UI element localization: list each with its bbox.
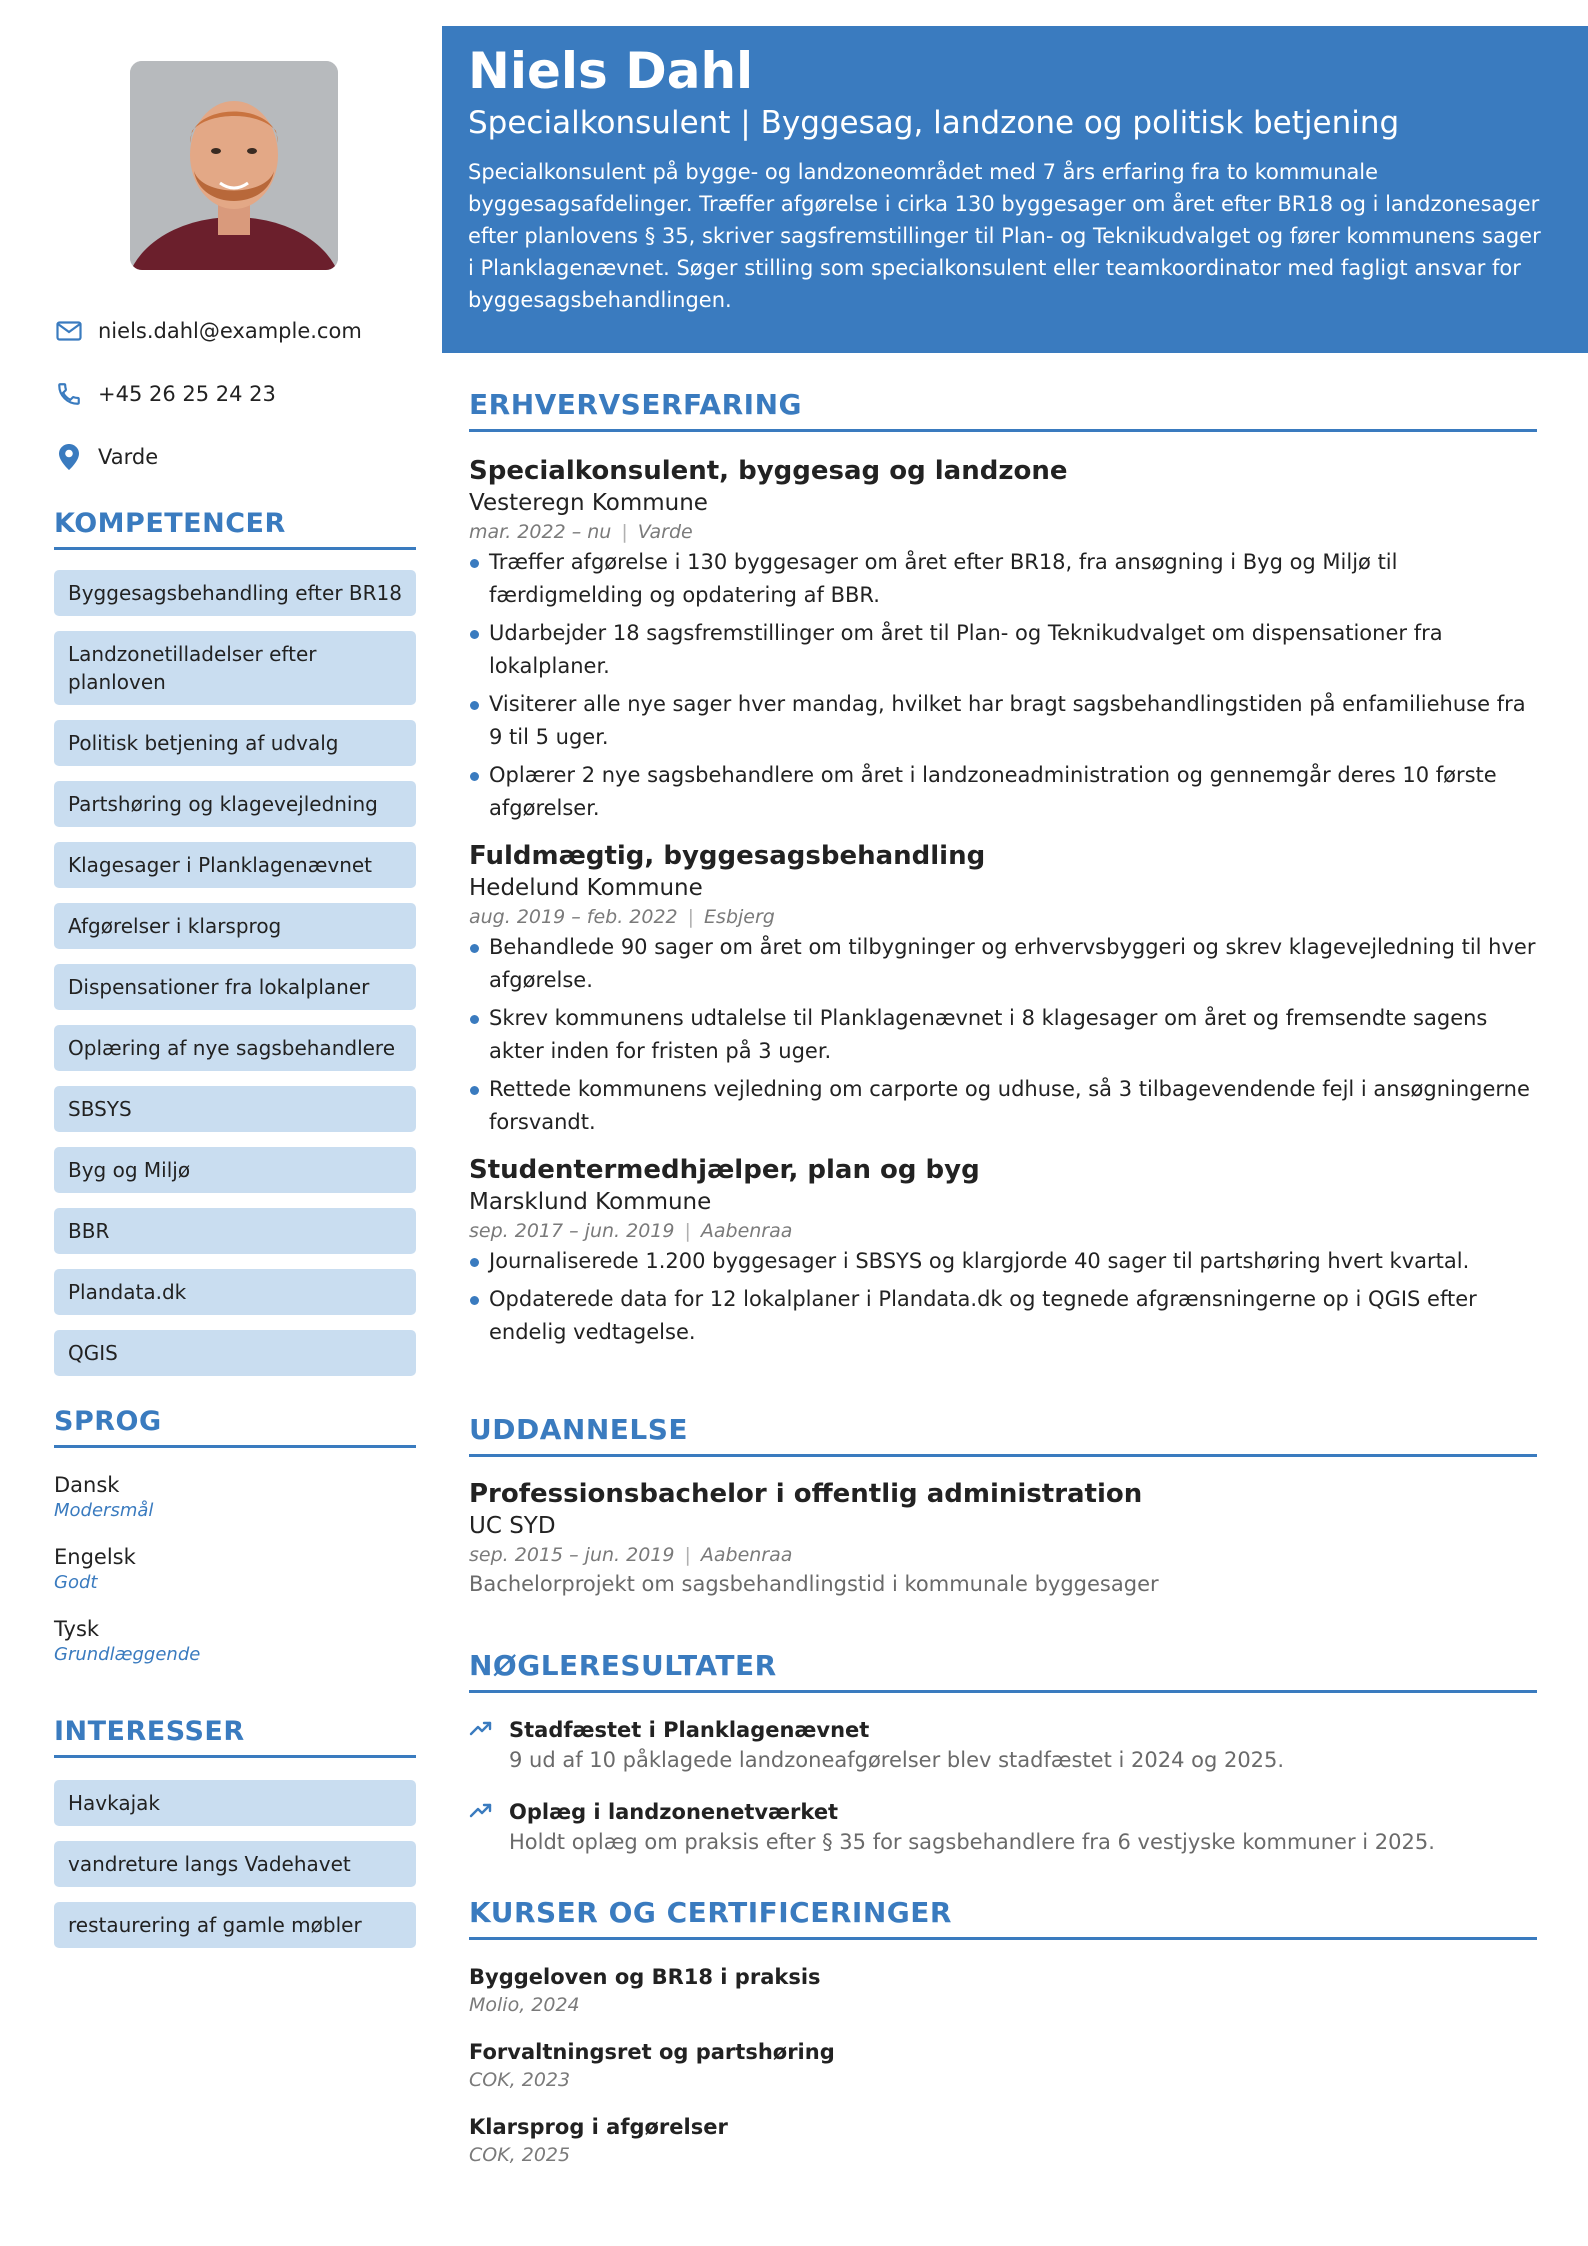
results-heading: NØGLERESULTATER [469,1649,1537,1693]
course-meta: Molio, 2024 [469,1994,580,2016]
education-entry [469,1477,1537,1599]
profile-header [442,26,1588,353]
phone-text: +45 26 25 24 23 [98,382,276,406]
education-section [469,1413,1537,1599]
job-bullet: Træffer afgørelse i 130 byggesager om året efter BR18, fra ansøgning i Byg og Miljø til færdigmelding og opdatering af BBR. [469,546,1537,612]
experience-heading: ERHVERVSERFARING [469,388,1537,432]
job-meta: mar. 2022 – nu | Varde [469,521,693,543]
education-school: UC SYD [469,1513,556,1539]
job-entry [469,839,1537,1139]
profile-title: Specialkonsulent | Byggesag, landzone og politisk betjening [468,105,1400,141]
job-period: aug. 2019 – feb. 2022 [469,906,678,928]
result-title: Oplæg i landzonenetværket [509,1800,839,1824]
result-item [469,1715,1537,1775]
contact-phone[interactable] [54,379,416,409]
job-title: Studentermedhjælper, plan og byg [469,1155,980,1185]
skill-chip: Oplæring af nye sagsbehandlere [54,1025,416,1071]
job-location: Aabenraa [700,1220,793,1242]
result-title: Stadfæstet i Planklagenævnet [509,1718,870,1742]
job-meta: sep. 2017 – jun. 2019 | Aabenraa [469,1220,793,1242]
skill-chip: Landzonetilladelser efter planloven [54,631,416,705]
language-item [54,1543,416,1595]
job-company: Marsklund Kommune [469,1189,712,1215]
experience-section [469,388,1537,1354]
job-bullets [469,931,1537,1139]
interest-chip: restaurering af gamle møbler [54,1902,416,1948]
profile-name: Niels Dahl [468,42,754,100]
interests-heading: INTERESSER [54,1716,416,1758]
education-location: Aabenraa [700,1544,793,1566]
course-title: Forvaltningsret og partshøring [469,2040,835,2064]
location-text: Varde [98,445,159,469]
interest-chip: vandreture langs Vadehavet [54,1841,416,1887]
skill-chip: QGIS [54,1330,416,1376]
education-degree: Professionsbachelor i offentlig administration [469,1479,1143,1509]
job-bullet: Opdaterede data for 12 lokalplaner i Plandata.dk og tegnede afgrænsningerne op i QGIS efter endelig vedtagelse. [469,1283,1537,1349]
job-title: Specialkonsulent, byggesag og landzone [469,456,1068,486]
skill-chip: BBR [54,1208,416,1254]
job-entry [469,1153,1537,1349]
job-company: Vesteregn Kommune [469,490,708,516]
job-entry [469,454,1537,825]
interest-chip: Havkajak [54,1780,416,1826]
skill-chip: Plandata.dk [54,1269,416,1315]
map-pin-icon [54,442,84,472]
job-period: sep. 2017 – jun. 2019 [469,1220,675,1242]
job-bullet: Udarbejder 18 sagsfremstillinger om året til Plan- og Teknikudvalget om dispensationer fra lokalplaner. [469,617,1537,683]
job-bullet: Journaliserede 1.200 byggesager i SBSYS og klargjorde 40 sager til partshøring hvert kvartal. [469,1245,1537,1278]
trending-up-icon [469,1799,493,1827]
skills-heading: KOMPETENCER [54,508,416,550]
skill-chip: Byg og Miljø [54,1147,416,1193]
language-name: Dansk [54,1473,120,1497]
contact-email[interactable] [54,316,416,346]
phone-icon [54,379,84,409]
job-bullet: Rettede kommunens vejledning om carporte og udhuse, så 3 tilbagevendende fejl i ansøgningerne forsvandt. [469,1073,1537,1139]
job-company: Hedelund Kommune [469,875,703,901]
course-item [469,2037,1537,2093]
results-section [469,1649,1537,1879]
result-description: Holdt oplæg om praksis efter § 35 for sagsbehandlere fra 6 vestjyske kommuner i 2025. [509,1830,1435,1854]
language-level: Grundlæggende [54,1644,201,1665]
job-bullet: Oplærer 2 nye sagsbehandlere om året i landzoneadministration og gennemgår deres 10 første afgørelser. [469,759,1537,825]
interests-list [54,1780,416,1963]
language-level: Godt [54,1572,98,1593]
skill-chip: Dispensationer fra lokalplaner [54,964,416,1010]
job-meta: aug. 2019 – feb. 2022 | Esbjerg [469,906,775,928]
language-item [54,1471,416,1523]
education-meta: sep. 2015 – jun. 2019 | Aabenraa [469,1544,793,1566]
job-bullets [469,546,1537,825]
contact-location [54,442,416,472]
languages-heading: SPROG [54,1406,416,1448]
language-item [54,1615,416,1667]
job-bullet: Visiterer alle nye sager hver mandag, hvilket har bragt sagsbehandlingstiden på enfamiliehuse fra 9 til 5 uger. [469,688,1537,754]
courses-heading: KURSER OG CERTIFICERINGER [469,1896,1537,1940]
skill-chip: Politisk betjening af udvalg [54,720,416,766]
skill-chip: Afgørelser i klarsprog [54,903,416,949]
job-bullet: Behandlede 90 sager om året om tilbygninger og erhvervsbyggeri og skrev klagevejledning til hver afgørelse. [469,931,1537,997]
job-location: Varde [637,521,693,543]
language-level: Modersmål [54,1500,154,1521]
job-location: Esbjerg [704,906,775,928]
course-title: Klarsprog i afgørelser [469,2115,728,2139]
education-period: sep. 2015 – jun. 2019 [469,1544,675,1566]
course-item [469,1962,1537,2018]
education-heading: UDDANNELSE [469,1413,1537,1457]
mail-icon [54,316,84,346]
trending-up-icon [469,1717,493,1745]
job-bullet: Skrev kommunens udtalelse til Planklagenævnet i 8 klagesager om året og fremsendte sagens akter inden for fristen på 3 uger. [469,1002,1537,1068]
job-bullets [469,1245,1537,1349]
profile-summary: Specialkonsulent på bygge- og landzoneområdet med 7 års erfaring fra to kommunale byggesagsafdelinger. Træffer afgørelse i cirka 130 byggesager om året efter BR18 og i landzonesager efter planlovens § 35, skriver sagsfremstillinger til Plan- og Teknikudvalget og fører kommunens sager i Planklagenævnet. Søger stilling som specialkonsulent eller teamkoordinator med fagligt ansvar for byggesagsbehandlingen. [468,160,1541,312]
job-period: mar. 2022 – nu [469,521,612,543]
course-meta: COK, 2023 [469,2069,571,2091]
result-item [469,1797,1537,1857]
education-description: Bachelorprojekt om sagsbehandlingstid i kommunale byggesager [469,1572,1159,1596]
skill-chip: Partshøring og klagevejledning [54,781,416,827]
result-description: 9 ud af 10 påklagede landzoneafgørelser blev stadfæstet i 2024 og 2025. [509,1748,1285,1772]
course-meta: COK, 2025 [469,2144,571,2166]
profile-photo [130,61,338,270]
language-name: Engelsk [54,1545,136,1569]
skill-chip: Byggesagsbehandling efter BR18 [54,570,416,616]
language-name: Tysk [54,1617,100,1641]
email-text: niels.dahl@example.com [98,319,362,343]
languages-list [54,1471,416,1687]
skill-chip: SBSYS [54,1086,416,1132]
course-title: Byggeloven og BR18 i praksis [469,1965,821,1989]
skills-list [54,570,416,1391]
skill-chip: Klagesager i Planklagenævnet [54,842,416,888]
courses-section [469,1896,1537,2187]
job-title: Fuldmægtig, byggesagsbehandling [469,841,986,871]
course-item [469,2112,1537,2168]
